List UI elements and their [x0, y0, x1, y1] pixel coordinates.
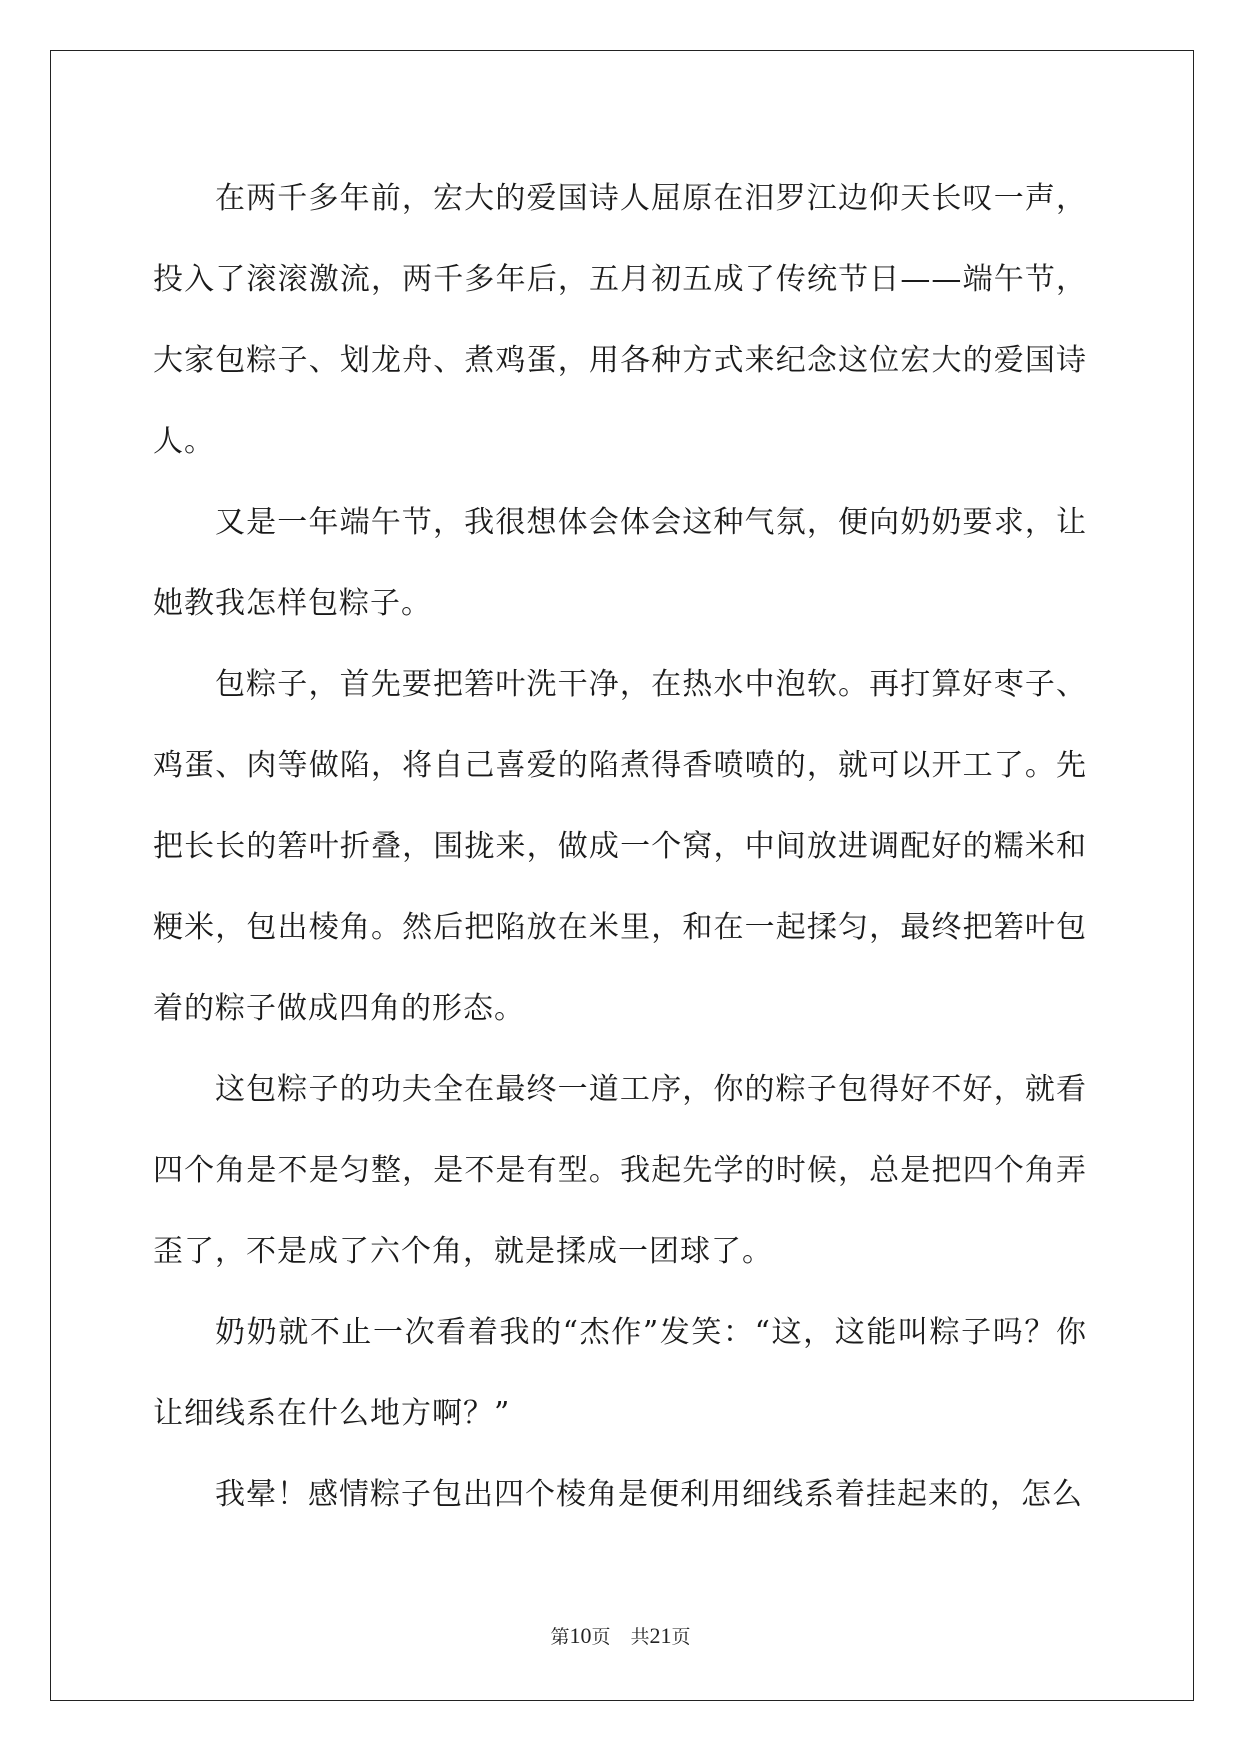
paragraph-3: 包粽子，首先要把箬叶洗干净，在热水中泡软。再打算好枣子、鸡蛋、肉等做陷，将自己喜爱的陷煮得香喷喷的，就可以开工了。先把长长的箬叶折叠，围拢来，做成一个窝，中间放进调配好的糯米和粳米，包出棱角。然后把陷放在米里，和在一起揉匀，最终把箬叶包着的粽子做成四角的形态。: [153, 667, 1087, 1026]
footer-page-number: 10: [569, 1623, 592, 1648]
footer-total-prefix: 共: [630, 1626, 650, 1648]
document-body: [153, 158, 1087, 1535]
paragraph-6: 我晕！感情粽子包出四个棱角是便利用细线系着挂起来的，怎么: [215, 1477, 1083, 1512]
footer-page-suffix: 页: [591, 1626, 611, 1648]
paragraph-2: 又是一年端午节，我很想体会体会这种气氛，便向奶奶要求，让她教我怎样包粽子。: [153, 505, 1087, 621]
page-footer: [0, 1622, 1241, 1649]
footer-total-suffix: 页: [671, 1626, 691, 1648]
footer-total-pages: 21: [649, 1623, 672, 1648]
paragraph-4: 这包粽子的功夫全在最终一道工序，你的粽子包得好不好，就看四个角是不是匀整，是不是有型。我起先学的时候，总是把四个角弄歪了，不是成了六个角，就是揉成一团球了。: [153, 1072, 1087, 1269]
footer-page-prefix: 第: [550, 1626, 570, 1648]
paragraph-5: 奶奶就不止一次看着我的“杰作”发笑：“这，这能叫粽子吗？你让细线系在什么地方啊？”: [153, 1315, 1087, 1431]
paragraph-1: 在两千多年前，宏大的爱国诗人屈原在汨罗江边仰天长叹一声，投入了滚滚激流，两千多年后，五月初五成了传统节日——端午节，大家包粽子、划龙舟、煮鸡蛋，用各种方式来纪念这位宏大的爱国诗人。: [153, 181, 1087, 459]
